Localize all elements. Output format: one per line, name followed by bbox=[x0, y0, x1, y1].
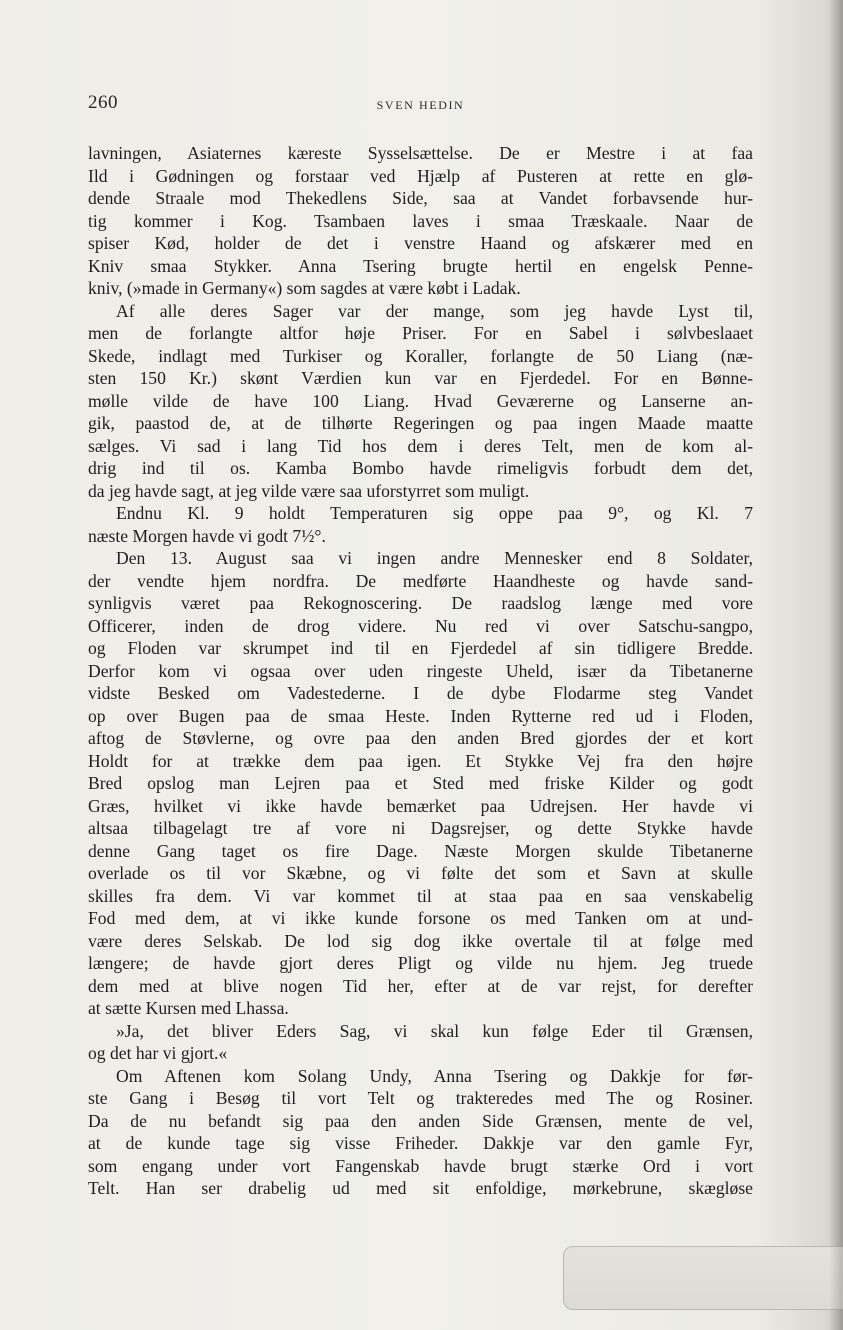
text-line: længere; de havde gjort deres Pligt og vilde nu hjem. Jeg truede bbox=[88, 953, 753, 973]
text-line: op over Bugen paa de smaa Heste. Inden Rytterne red ud i Floden, bbox=[88, 705, 753, 726]
text-line: at sætte Kursen med Lhassa. bbox=[88, 998, 289, 1018]
page-number: 260 bbox=[88, 92, 118, 113]
text-line: spiser Kød, holder de det i venstre Haand og afskærer med en bbox=[88, 233, 753, 253]
text-line: dem med at blive nogen Tid her, efter at de var rejst, for derefter bbox=[88, 975, 753, 996]
text-line: Græs, hvilket vi ikke havde bemærket paa Udrejsen. Her havde vi bbox=[88, 795, 753, 816]
text-line: lavningen, Asiaternes kæreste Sysselsættelse. De er Mestre i at faa bbox=[88, 143, 753, 163]
body-text bbox=[88, 142, 753, 1200]
text-line: Holdt for at trække dem paa igen. Et Stykke Vej fra den højre bbox=[88, 750, 753, 771]
text-line: at de kunde tage sig visse Friheder. Dakkje var den gamle Fyr, bbox=[88, 1133, 753, 1153]
text-line: vidste Besked om Vadestederne. I de dybe Flodarme steg Vandet bbox=[88, 683, 753, 703]
text-line: mølle vilde de have 100 Liang. Hvad Geværerne og Lanserne an- bbox=[88, 390, 753, 411]
text-line: kniv, (»made in Germany«) som sagdes at være købt i Ladak. bbox=[88, 278, 521, 298]
text-line: men de forlangte altfor høje Priser. For en Sabel i sølvbeslaaet bbox=[88, 323, 753, 343]
text-line: gik, paastod de, at de tilhørte Regeringen og paa ingen Maade maatte bbox=[88, 413, 753, 433]
library-sticker bbox=[563, 1246, 843, 1310]
text-line: Derfor kom vi ogsaa over uden ringeste Uheld, især da Tibetanerne bbox=[88, 660, 753, 681]
text-line: Officerer, inden de drog videre. Nu red vi over Satschu-sangpo, bbox=[88, 615, 753, 636]
page-edge-shadow bbox=[829, 0, 843, 1330]
text-line: og Floden var skrumpet ind til en Fjerdedel af sin tidligere Bredde. bbox=[88, 638, 753, 658]
text-line: og det har vi gjort.« bbox=[88, 1043, 228, 1063]
text-line: ste Gang i Besøg til vort Telt og trakteredes med The og Rosiner. bbox=[88, 1088, 753, 1108]
text-line: altsaa tilbagelagt tre af vore ni Dagsrejser, og dette Stykke havde bbox=[88, 818, 753, 838]
text-line: Ild i Gødningen og forstaar ved Hjælp af Pusteren at rette en glø- bbox=[88, 165, 753, 186]
text-line: sælges. Vi sad i lang Tid hos dem i deres Telt, men de kom al- bbox=[88, 435, 753, 456]
text-line: som engang under vort Fangenskab havde brugt stærke Ord i vort bbox=[88, 1155, 753, 1176]
text-line: Om Aftenen kom Solang Undy, Anna Tsering og Dakkje for før- bbox=[116, 1065, 753, 1086]
text-line: drig ind til os. Kamba Bombo havde rimeligvis forbudt dem det, bbox=[88, 458, 753, 478]
text-line: Skede, indlagt med Turkiser og Koraller, forlangte de 50 Liang (næ- bbox=[88, 345, 753, 366]
text-line: Kniv smaa Stykker. Anna Tsering brugte hertil en engelsk Penne- bbox=[88, 255, 753, 276]
text-line: dende Straale mod Thekedlens Side, saa at Vandet forbavsende hur- bbox=[88, 188, 753, 208]
text-line: Da de nu befandt sig paa den anden Side Grænsen, mente de vel, bbox=[88, 1110, 753, 1131]
text-line: næste Morgen havde vi godt 7½°. bbox=[88, 525, 326, 546]
text-line: Endnu Kl. 9 holdt Temperaturen sig oppe paa 9°, og Kl. 7 bbox=[116, 503, 753, 523]
text-line: Af alle deres Sager var der mange, som jeg havde Lyst til, bbox=[116, 300, 753, 321]
text-line: Den 13. August saa vi ingen andre Mennesker end 8 Soldater, bbox=[116, 548, 753, 568]
text-line: aftog de Støvlerne, og ovre paa den anden Bred gjordes der et kort bbox=[88, 728, 753, 748]
text-line: da jeg havde sagt, at jeg vilde være saa uforstyrret som muligt. bbox=[88, 480, 530, 501]
text-line: der vendte hjem nordfra. De medførte Haandheste og havde sand- bbox=[88, 570, 753, 591]
text-line: Bred opslog man Lejren paa et Sted med friske Kilder og godt bbox=[88, 773, 753, 793]
text-line: Fod med dem, at vi ikke kunde forsone os med Tanken om at und- bbox=[88, 908, 753, 928]
text-line: tig kommer i Kog. Tsambaen laves i smaa Træskaale. Naar de bbox=[88, 210, 753, 231]
text-line: sten 150 Kr.) skønt Værdien kun var en Fjerdedel. For en Bønne- bbox=[88, 368, 753, 388]
text-line: denne Gang taget os fire Dage. Næste Morgen skulde Tibetanerne bbox=[88, 840, 753, 861]
text-line: »Ja, det bliver Eders Sag, vi skal kun følge Eder til Grænsen, bbox=[116, 1020, 753, 1041]
text-line: skilles fra dem. Vi var kommet til at staa paa en saa venskabelig bbox=[88, 885, 753, 906]
text-line: overlade os til vor Skæbne, og vi følte det som et Savn at skulle bbox=[88, 863, 753, 883]
running-title: SVEN HEDIN bbox=[376, 98, 465, 112]
text-line: være deres Selskab. De lod sig dog ikke overtale til at følge med bbox=[88, 930, 753, 951]
running-head bbox=[88, 92, 753, 118]
text-line: synligvis været paa Rekognoscering. De raadslog længe med vore bbox=[88, 593, 753, 613]
text-line: Telt. Han ser drabelig ud med sit enfoldige, mørkebrune, skægløse bbox=[88, 1178, 753, 1198]
